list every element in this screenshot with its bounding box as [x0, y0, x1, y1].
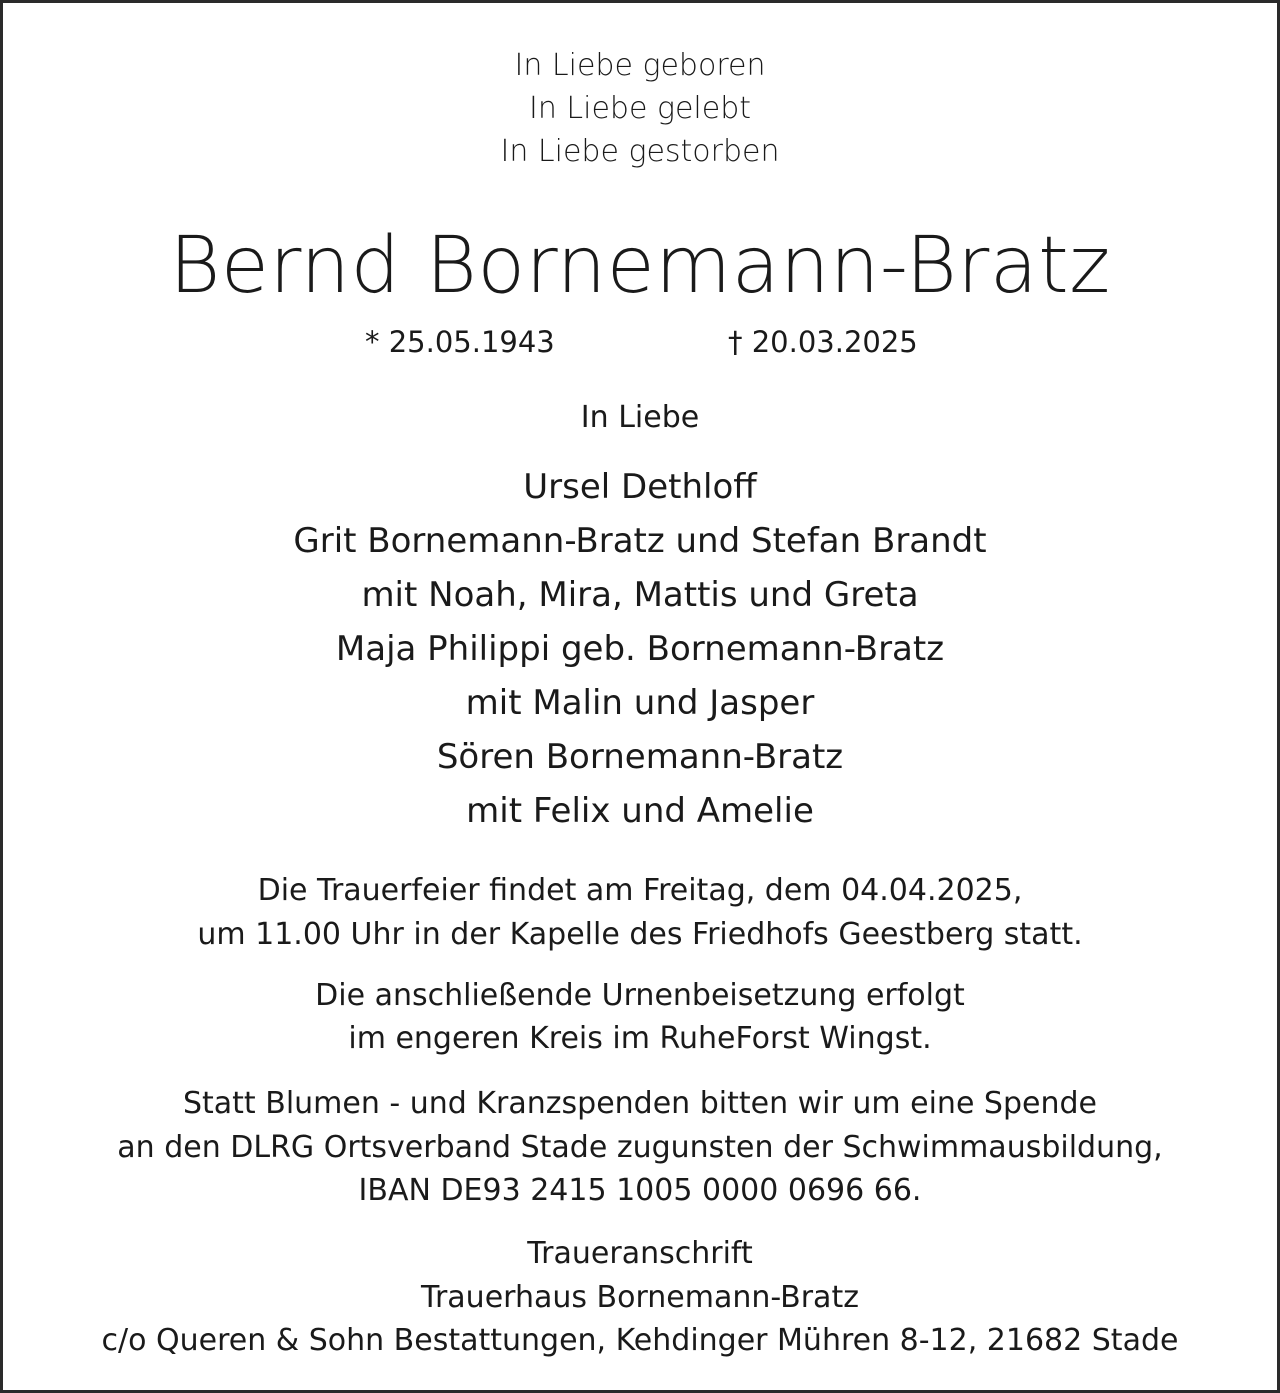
- mourner-line: mit Felix und Amelie: [466, 791, 814, 831]
- donation-info-line: an den DLRG Ortsverband Stade zugunsten der Schwimmausbildung,: [117, 1130, 1163, 1165]
- in-love-heading: In Liebe: [580, 400, 700, 435]
- address-line: Trauerhaus Bornemann-Bratz: [421, 1280, 859, 1315]
- service-info-line: um 11.00 Uhr in der Kapelle des Friedhofs Geestberg statt.: [197, 917, 1083, 952]
- donation-info-line: Statt Blumen - und Kranzspenden bitten wir um eine Spende: [182, 1086, 1097, 1121]
- death-date: † 20.03.2025: [728, 325, 918, 359]
- mourner-line: Ursel Dethloff: [523, 467, 757, 507]
- deceased-name: Bernd Bornemann-Bratz: [169, 221, 1111, 311]
- address-line: c/o Queren & Sohn Bestattungen, Kehdinger Mühren 8-12, 21682 Stade: [101, 1323, 1179, 1358]
- motto-line: In Liebe geboren: [514, 48, 766, 83]
- burial-info-line: Die anschließende Urnenbeisetzung erfolgt: [315, 978, 965, 1013]
- mourner-line: mit Malin und Jasper: [465, 683, 815, 723]
- mourner-line: Sören Bornemann-Bratz: [436, 737, 844, 777]
- motto-line: In Liebe gelebt: [529, 91, 751, 126]
- motto-line: In Liebe gestorben: [500, 134, 780, 169]
- birth-date: * 25.05.1943: [365, 325, 555, 359]
- burial-info-line: im engeren Kreis im RuheForst Wingst.: [348, 1021, 932, 1056]
- service-info-line: Die Trauerfeier findet am Freitag, dem 04.04.2025,: [257, 873, 1023, 908]
- mourner-line: mit Noah, Mira, Mattis und Greta: [361, 575, 919, 615]
- mourner-line: Grit Bornemann-Bratz und Stefan Brandt: [293, 521, 987, 561]
- donation-info-line: IBAN DE93 2415 1005 0000 0696 66.: [358, 1173, 922, 1208]
- mourner-line: Maja Philippi geb. Bornemann-Bratz: [335, 629, 945, 669]
- address-heading: Traueranschrift: [527, 1236, 753, 1271]
